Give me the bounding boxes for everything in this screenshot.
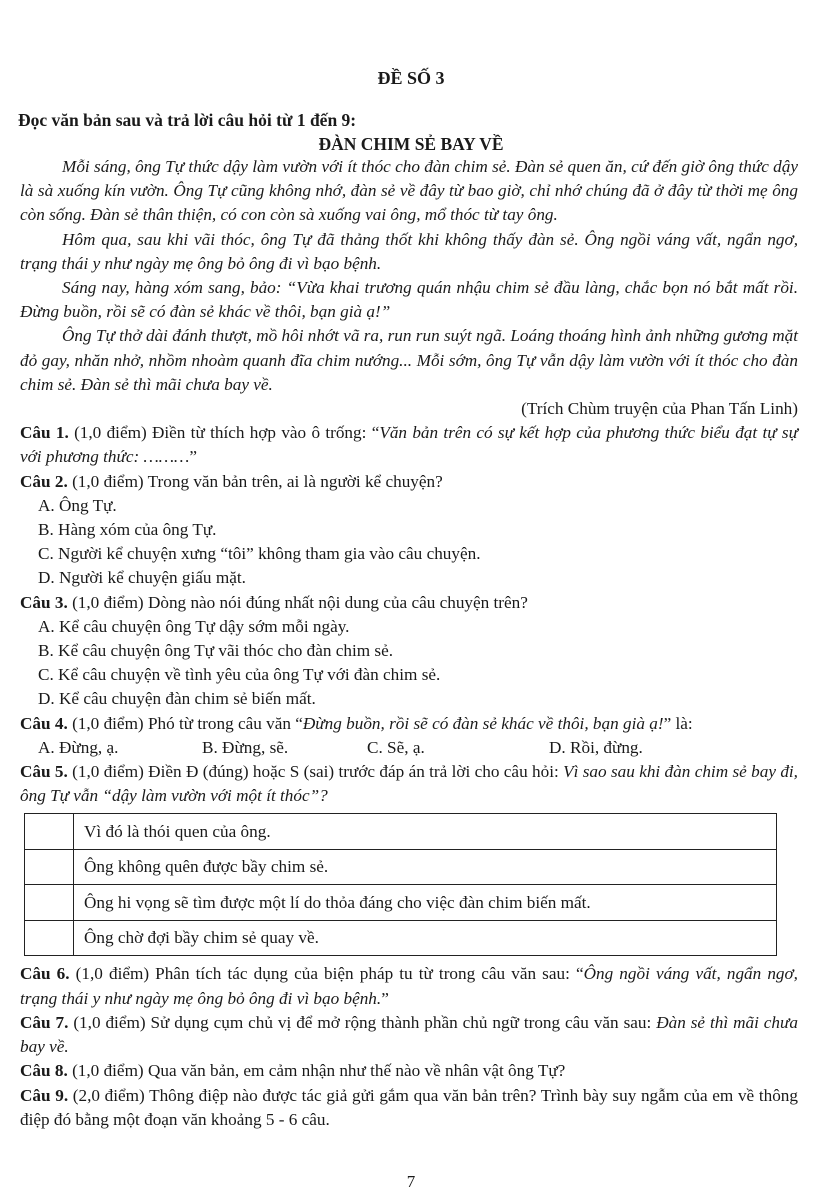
story-paragraph: Ông Tự thở dài đánh thượt, mồ hôi nhớt vã ra, run run suýt ngã. Loáng thoáng hình ảnh những gương mặt đỏ gay, nhăn nhở, nhồm nhoàm quanh đĩa chim nướng... Mỗi sớm, ông Tự vẫn dậy làm vườn với ít thóc cho đàn chim sẻ. Đàn sẻ thì mãi chưa bay về. <box>20 326 798 394</box>
question-text-end: ” <box>189 447 197 467</box>
question-label: Câu 4. <box>20 713 68 733</box>
question-text: (1,0 điểm) Trong văn bản trên, ai là người kể chuyện? <box>67 471 443 491</box>
answer-option: A. Ông Tự. <box>38 495 117 515</box>
question-text: (2,0 điểm) Thông điệp nào được tác giả gửi gắm qua văn bản trên? Trình bày suy ngẫm của em về thông điệp đó bằng một đoạn văn khoảng 5 - 6 câu. <box>20 1085 798 1129</box>
answer-option: D. Rồi, đừng. <box>549 737 643 757</box>
source-citation: (Trích Chùm truyện của Phan Tấn Linh) <box>521 399 798 419</box>
statement-cell: Vì đó là thói quen của ông. <box>74 814 777 850</box>
question-label: Câu 2. <box>20 471 68 491</box>
table-row <box>25 849 777 885</box>
question-6 <box>20 962 798 1010</box>
question-label: Câu 5. <box>20 762 68 782</box>
question-2 <box>20 470 798 494</box>
answer-blank-cell[interactable] <box>25 885 74 921</box>
question-quote: Đàn sẻ thì mãi chưa bay về. <box>20 1012 798 1057</box>
answer-option: D. Người kể chuyện giấu mặt. <box>38 568 246 588</box>
question-5 <box>20 760 798 808</box>
question-quote: Đừng buồn, rồi sẽ có đàn sẻ khác về thôi, bạn già ạ! <box>302 713 664 733</box>
question-quote: Ông ngồi váng vất, ngẩn ngơ, trạng thái y như ngày mẹ ông bỏ ông đi vì bạo bệnh. <box>20 964 798 1008</box>
exam-header: ĐỀ SỐ 3 <box>377 68 445 88</box>
question-label: Câu 9. <box>20 1085 69 1105</box>
question-text: (1,0 điểm) Sử dụng cụm chủ vị để mở rộng thành phần chủ ngữ trong câu văn sau: <box>68 1012 657 1032</box>
true-false-table <box>24 813 777 956</box>
content <box>20 155 798 1132</box>
answer-blank-cell[interactable] <box>25 814 74 850</box>
statement-cell: Ông chờ đợi bầy chim sẻ quay về. <box>74 920 777 956</box>
answer-option: B. Kể câu chuyện ông Tự vãi thóc cho đàn chim sẻ. <box>38 641 394 661</box>
answer-option: C. Sẽ, ạ. <box>367 737 425 757</box>
question-label: Câu 8. <box>20 1061 68 1081</box>
table-row <box>25 920 777 956</box>
question-label: Câu 3. <box>20 592 68 612</box>
question-text: (1,0 điểm) Phó từ trong câu văn “ <box>67 713 303 733</box>
statement-cell: Ông không quên được bầy chim sẻ. <box>74 849 777 885</box>
story-paragraph: Mỗi sáng, ông Tự thức dậy làm vườn với ít thóc cho đàn chim sẻ. Đàn sẻ quen ăn, cứ đến giờ ông thức dậy là sà xuống kín vườn. Ông Tự cũng không nhớ, đàn sẻ về đây từ bao giờ, chỉ nhớ chúng đã ở đây từ thời mẹ ông còn sống. Đàn sẻ thân thiện, có con còn sà xuống vai ông, mổ thóc từ tay ông. <box>20 157 798 225</box>
story-paragraph: Sáng nay, hàng xóm sang, bảo: “Vừa khai trương quán nhậu chim sẻ đầu làng, chắc bọn nó bắt mất rồi. Đừng buồn, rồi sẽ có đàn sẻ khác về thôi, bạn già ạ!” <box>20 278 798 322</box>
question-1 <box>20 421 798 469</box>
table-row <box>25 885 777 921</box>
table-row <box>25 814 777 850</box>
question-4 <box>20 712 798 736</box>
answer-blank-cell[interactable] <box>25 849 74 885</box>
question-text: (1,0 điểm) Điền Đ (đúng) hoặc S (sai) trước đáp án trả lời cho câu hỏi: <box>67 762 564 782</box>
statement-cell: Ông hi vọng sẽ tìm được một lí do thỏa đáng cho việc đàn chim biến mất. <box>74 885 777 921</box>
story-paragraph: Hôm qua, sau khi vãi thóc, ông Tự đã thảng thốt khi không thấy đàn sẻ. Ông ngồi váng vất, ngẩn ngơ, trạng thái y như ngày mẹ ông bỏ ông đi vì bạo bệnh. <box>20 229 798 273</box>
answer-option: D. Kể câu chuyện đàn chim sẻ biến mất. <box>38 689 316 709</box>
answer-options-row <box>20 736 798 760</box>
answer-option: A. Kể câu chuyện ông Tự dậy sớm mỗi ngày. <box>38 616 350 636</box>
question-label: Câu 6. <box>20 964 70 984</box>
page-number: 7 <box>406 1172 416 1191</box>
answer-option: C. Người kể chuyện xưng “tôi” không tham gia vào câu chuyện. <box>38 544 481 564</box>
question-8 <box>20 1059 798 1083</box>
question-quote: Văn bản trên có sự kết hợp của phương thức biểu đạt tự sự với phương thức: ……… <box>20 423 798 467</box>
question-9 <box>20 1084 798 1132</box>
question-text: (1,0 điểm) Dòng nào nói đúng nhất nội dung của câu chuyện trên? <box>67 592 528 612</box>
answer-option: C. Kể câu chuyện về tình yêu của ông Tự với đàn chim sẻ. <box>38 665 441 685</box>
question-quote: Vì sao sau khi đàn chim sẻ bay đi, ông Tự vẫn “dậy làm vườn với một ít thóc”? <box>20 762 798 806</box>
question-label: Câu 1. <box>20 423 69 443</box>
question-7 <box>20 1011 798 1059</box>
story-title: ĐÀN CHIM SẺ BAY VỀ <box>318 134 504 154</box>
answer-option: B. Đừng, sẽ. <box>202 737 289 757</box>
answer-option: B. Hàng xóm của ông Tự. <box>38 520 217 540</box>
question-text-end: ” là: <box>663 713 693 733</box>
answer-blank-cell[interactable] <box>25 920 74 956</box>
question-text: (1,0 điểm) Điền từ thích hợp vào ô trống: “ <box>68 423 380 443</box>
question-text-end: ” <box>381 988 389 1008</box>
question-label: Câu 7. <box>20 1012 69 1032</box>
question-3 <box>20 591 798 615</box>
question-text: (1,0 điểm) Qua văn bản, em cảm nhận như thế nào về nhân vật ông Tự? <box>67 1061 566 1081</box>
instruction: Đọc văn bản sau và trả lời câu hỏi từ 1 đến 9: <box>18 110 357 130</box>
answer-option: A. Đừng, ạ. <box>38 737 119 757</box>
question-text: (1,0 điểm) Phân tích tác dụng của biện pháp tu từ trong câu văn sau: “ <box>69 964 584 984</box>
